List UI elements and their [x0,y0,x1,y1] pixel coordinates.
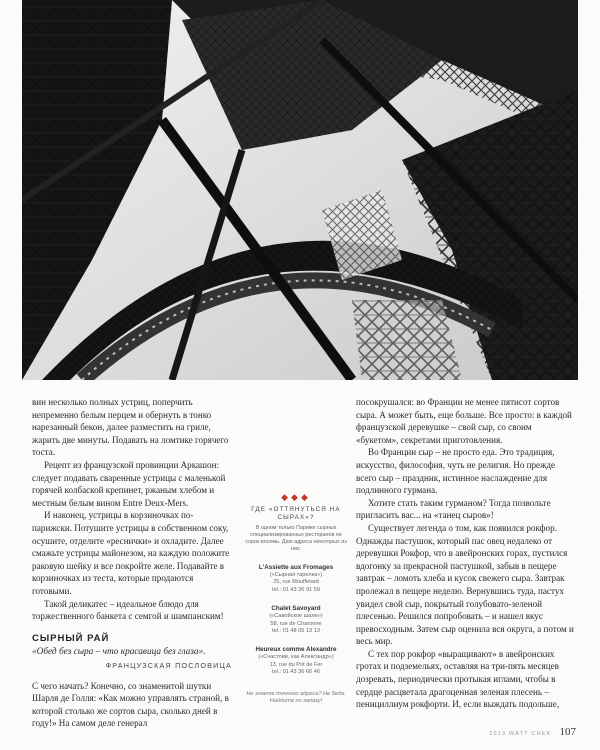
venue-entry [243,646,349,676]
section-title: СЫРНЫЙ РАЙ [32,632,110,644]
venue-name: Heureux comme Alexandre [255,646,337,654]
right-paragraph: Существует легенда о том, как появился рокфор. Однажды пастушок, который пас овец недалеко от деревушки Рокфор, что в авейронских горах, пустился вдогонку за прекрасной пастушкой, забыв в пещере завтрак – ломоть хлеба и кусок свежего сыра. Завтрак пролежал в пещере неделю. Вернувшись туда, пастух увидел свой сыр, покрытый голубовато-зеленой плесенью. Решился попробовать – и нашел вкус превосходным. Затем сыр оценила вся округа, а потом и весь мир. [356,522,574,647]
eiffel-tower-photo [22,0,578,380]
sidebar-heading: ГДЕ «ОТТЯНУТЬСЯ НА СЫРАХ»? [251,506,341,521]
right-paragraph: С тех пор рокфор «выращивают» в авейронских гротах и подземельях, оставляя на три-пять месяцев дозревать, периодически протыкая иглами, чтобы в сердце расцветала драгоценная зеленая плесень – пенициллиум рокфорти. И, если выждать подольше, [356,648,560,710]
venue-phone: tel.: 01 48 05 13 13 [272,628,320,635]
right-paragraph: посокрушался: во Франции не менее пятисот сортов сыра. А может быть, еще больше. Все просто: в каждой французской деревушке – свой сыр, со своим «букетом», секретами приготовления. [356,397,572,445]
left-paragraph: вин несколько полных устриц, поперчить непременно белым перцем и обернуть в тонко нарезанный бекон, далее разместить на гриле, жарить две минуты. Подавать на ломтике горячего тоста. [32,397,229,458]
epigraph-quote: «Обед без сыра – что красавица без глаза». [32,646,206,657]
right-paragraph: Хотите стать таким гурманом? Тогда позвольте пригласить вас... на «танец сыров»! [356,497,551,521]
left-paragraph: С чего начать? Конечно, со знаменитой шутки Шарля де Голля: «Как можно управлять страной, в которой столько же сортов сыра, сколько дней в году!» На самом деле генерал [32,680,229,729]
page-number: 107 [559,726,576,738]
venue-phone: tel.: 01 43 36 66 46 [272,669,320,676]
venue-address: 13, rue du Pot de Fer [269,661,323,668]
venue-translation: («Счастлив, как Александр») [258,654,334,661]
footer-label: 2013 WATT CHEK [489,731,552,737]
venue-translation: («Сырная тарелка») [269,572,323,578]
venue-address: 58, rue de Charonne [270,620,322,627]
left-paragraph: Рецепт из французской провинции Аркашон: следует подавать сваренные устрицы с маленькой горячей колбаской крепинет, ржаным хлебом и местным белым вином Entre Deux-Mers. [32,459,226,508]
left-paragraph: И наконец, устрицы в корзиночках по-парижски. Потушите устрицы в собственном соку, осушите, отделите «реснички» и охладите. Далее смажьте устрицы майонезом, на каждую положите раковую шейку и все покройте желе. Подавайте в корзиночках из теста, которые продаются готовыми. [32,510,230,596]
left-column [32,396,232,730]
right-column [356,396,576,711]
right-paragraph: Во Франции сыр – не просто еда. Это традиция, искусство, философия, чуть не религия. Но прежде всего сыр – праздник, истинное наслаждение для подлинного гурмана. [356,447,556,496]
epigraph-source: ФРАНЦУЗСКАЯ ПОСЛОВИЦА [105,660,232,670]
venue-phone: tel.: 01 43 36 91 59 [272,586,320,593]
sidebar-intro: В одном только Париже сырных специализированных ресторанов не сорок восемь. Даю адреса некоторых из них. [245,525,347,552]
sidebar-footer: Не знаете точного адреса? Не беда. Найдите по запаху! [246,690,346,705]
decorative-dots-icon: ◆◆◆ [281,492,311,502]
sidebar-box [243,492,349,705]
venue-address: 25, rue Mouffetard [273,579,319,586]
venue-entry [243,605,349,635]
page-footer [489,726,576,738]
left-paragraph: Такой деликатес – идеальное блюдо для торжественного банкета с семгой и шампанским! [32,598,224,622]
venue-name: Chalet Savoyard [271,605,321,613]
venue-entry [243,564,349,594]
venue-name: L'Assiette aux Fromages [258,564,334,571]
venue-translation: («Савойское шале») [269,613,323,620]
eiffel-tower-ironwork-image [22,0,578,380]
